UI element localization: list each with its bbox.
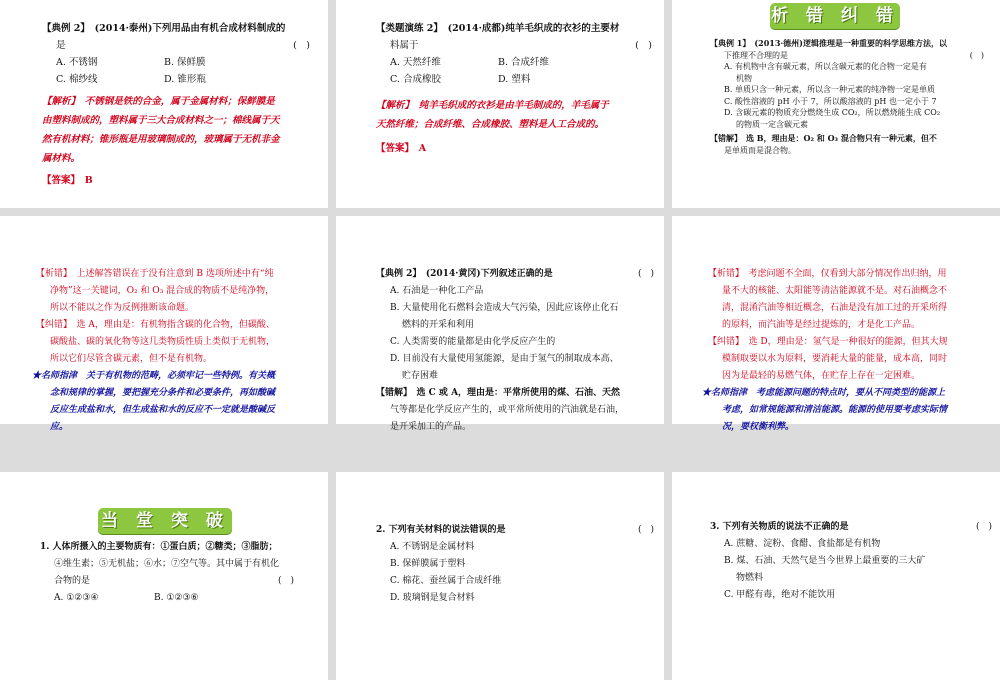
option-b: B. 大量使用化石燃料会造成大气污染，因此应该停止化石 bbox=[390, 303, 619, 313]
analysis-line: 天然纤维；合成纤维、合成橡胶、塑料是人工合成的。 bbox=[376, 119, 605, 130]
question-text: ④维生素；⑤无机盐；⑥水；⑦空气等。其中属于有机化 bbox=[54, 559, 280, 569]
option-d: D. 目前没有大量使用氢能源，是由于氢气的制取成本高、 bbox=[390, 354, 619, 364]
answer-text: 【答案】 B bbox=[42, 175, 93, 186]
answer-paren: ( ) bbox=[293, 40, 310, 51]
option-a: A. 石油是一种化工产品 bbox=[390, 286, 484, 296]
option-b: B. 保鲜膜属于塑料 bbox=[390, 559, 466, 569]
question-line bbox=[710, 519, 1000, 536]
analysis-line: 量不大的核能、太阳能等清洁能源就不是。对石油概念不 bbox=[722, 286, 948, 296]
tip-line: 考虑，如常规能源和清洁能源。能源的使用要考虑实际情 bbox=[722, 405, 948, 415]
question-text: 【典例 1】 (2013·德州)逻辑推理是一种重要的科学思维方法，以 bbox=[710, 38, 947, 48]
analysis-line: 碳酸盐、碳的氧化物等这几类物质性质上类似于无机物， bbox=[50, 337, 276, 347]
analysis-line: 模制取要以水为原料，要消耗大量的能量，成本高，同时 bbox=[722, 354, 948, 364]
teacher-tip bbox=[702, 385, 996, 436]
option-d: D. 锥形瓶 bbox=[164, 74, 206, 85]
option-c: C. 酸性溶液的 pH 小于 7，所以酸溶液的 pH 也一定小于 7 bbox=[724, 96, 937, 106]
analysis-line: 【析错】 考虑问题不全面，仅看到大部分情况作出归纳，用 bbox=[708, 269, 947, 279]
answer-paren: ( ) bbox=[637, 525, 654, 535]
answer-paren: ( ) bbox=[969, 50, 984, 60]
analysis-line: 【纠错】 选 D，理由是：氢气是一种很好的能源，但其大规 bbox=[708, 337, 948, 347]
option-c: C. 甲醛有毒，绝对不能饮用 bbox=[724, 590, 836, 600]
question-text: 3. 下列有关物质的说法不正确的是 bbox=[710, 522, 849, 532]
wrong-answer-text: 气等都是化学反应产生的，或平常所使用的汽油就是石油， bbox=[390, 405, 625, 415]
slide-8[interactable] bbox=[336, 472, 664, 680]
section-banner: 当 堂 突 破 bbox=[98, 508, 232, 534]
option-a: A. 蔗糖、淀粉、食醋、食盐都是有机物 bbox=[724, 539, 881, 549]
analysis-text bbox=[42, 92, 312, 168]
wrong-answer-text: 【错解】 选 C 或 A，理由是：平常所使用的煤、石油、天然 bbox=[376, 388, 621, 398]
tip-line: 况，要权衡利弊。 bbox=[722, 422, 795, 432]
tip-line: 反应生成盐和水，但生成盐和水的反应不一定就是酸碱反 bbox=[50, 405, 276, 415]
tip-line: ★名师指津 关于有机物的范畴，必须牢记一些特例。有关概 bbox=[32, 371, 276, 381]
analysis-line: 净物”这一关键词，O₂ 和 O₃ 混合成的物质不是纯净物， bbox=[50, 286, 275, 296]
option-b: B. 煤、石油、天然气是当今世界上最重要的三大矿 bbox=[724, 556, 926, 566]
option-c: C. 棉纱线 bbox=[56, 74, 98, 85]
slide-1[interactable] bbox=[0, 0, 328, 208]
question-line bbox=[376, 522, 658, 539]
question-line bbox=[710, 50, 992, 62]
option-b: B. 合成纤维 bbox=[498, 57, 550, 68]
question-block bbox=[710, 38, 992, 156]
option-b: B. ①②③⑥ bbox=[154, 593, 199, 603]
answer-text: 【答案】 A bbox=[376, 143, 427, 154]
slide-6[interactable] bbox=[672, 216, 1000, 432]
option-a-cont: 机物 bbox=[736, 73, 752, 83]
question-text: 【典例 2】 (2014·黄冈)下列叙述正确的是 bbox=[376, 269, 553, 279]
question-text: 下推理不合理的是 bbox=[724, 50, 788, 60]
question-text: 合物的是 bbox=[54, 576, 91, 586]
answer-paren: ( ) bbox=[635, 40, 652, 51]
error-analysis bbox=[36, 266, 321, 368]
question-block bbox=[710, 519, 1000, 604]
option-a: A. ①②③④ bbox=[54, 593, 99, 603]
analysis-line: 所以它们尽管含碳元素，但不是有机物。 bbox=[50, 354, 213, 364]
option-b-cont: 物燃料 bbox=[736, 573, 764, 583]
question-line bbox=[376, 37, 656, 54]
answer-paren: ( ) bbox=[637, 269, 654, 279]
question-text: 2. 下列有关材料的说法错误的是 bbox=[376, 525, 506, 535]
explanation-block bbox=[702, 266, 996, 436]
option-c: C. 棉花、蚕丝属于合成纤维 bbox=[390, 576, 502, 586]
question-line bbox=[42, 37, 312, 54]
analysis-line: 由塑料制成的，塑料属于三大合成材料之一；棉线属于天 bbox=[42, 115, 280, 126]
question-line bbox=[376, 266, 658, 283]
option-b: B. 单质只含一种元素，所以含一种元素的纯净物一定是单质 bbox=[724, 85, 935, 94]
question-line bbox=[40, 573, 322, 590]
analysis-line: 【析错】 上述解答错误在于没有注意到 B 选项所述中有“纯 bbox=[36, 269, 274, 279]
section-banner: 析 错 纠 错 bbox=[770, 3, 900, 29]
analysis-line: 因为是最轻的易燃气体，在贮存上存在一定困难。 bbox=[722, 371, 921, 381]
error-analysis bbox=[708, 266, 996, 385]
question-text: 是 bbox=[56, 40, 66, 51]
slide-3[interactable] bbox=[672, 0, 1000, 208]
teacher-tip bbox=[32, 368, 321, 436]
option-c: C. 人类需要的能量都是由化学反应产生的 bbox=[390, 337, 556, 347]
option-d-cont: 贮存困难 bbox=[402, 371, 439, 381]
wrong-answer-text: 是单质而是混合物。 bbox=[724, 145, 796, 155]
option-d: D. 塑料 bbox=[498, 74, 531, 85]
question-text: 【典例 2】 (2014·泰州)下列用品由有机合成材料制成的 bbox=[42, 23, 286, 34]
tip-line: ★名师指津 考虑能源问题的特点时，要从不同类型的能源上 bbox=[702, 388, 946, 398]
wrong-answer-text: 【错解】 选 B，理由是：O₂ 和 O₃ 混合物只有一种元素，但不 bbox=[710, 133, 937, 143]
option-d-cont: 的物质一定含碳元素 bbox=[736, 119, 808, 129]
explanation-block bbox=[32, 266, 321, 436]
wrong-answer-text: 是开采加工的产品。 bbox=[390, 422, 472, 432]
analysis-text bbox=[376, 96, 656, 134]
analysis-line: 【纠错】 选 A，理由是：有机物指含碳的化合物，但碳酸、 bbox=[36, 320, 275, 330]
slide-9[interactable] bbox=[672, 472, 1000, 680]
analysis-line: 然有机材料；锥形瓶是用玻璃制成的，玻璃属于无机非金 bbox=[42, 134, 280, 145]
question-block bbox=[376, 20, 656, 157]
option-b: B. 保鲜膜 bbox=[164, 57, 206, 68]
analysis-line: 清，混淆汽油等相近概念，石油是没有加工过的开采所得 bbox=[722, 303, 948, 313]
analysis-line: 所以不能以之作为反例推断该命题。 bbox=[50, 303, 195, 313]
slide-2[interactable] bbox=[336, 0, 664, 208]
tip-line: 念和规律的掌握，要把握充分条件和必要条件，再如酸碱 bbox=[50, 388, 276, 398]
answer-paren: ( ) bbox=[277, 576, 294, 586]
option-d: D. 含碳元素的物质充分燃烧生成 CO₂，所以燃烧能生成 CO₂ bbox=[724, 108, 941, 117]
question-block bbox=[376, 522, 658, 607]
question-block bbox=[376, 266, 658, 436]
slide-5[interactable] bbox=[336, 216, 664, 432]
question-text: 【类题演练 2】 (2014·成都)纯羊毛织成的衣衫的主要材 bbox=[376, 23, 620, 34]
analysis-line: 属材料。 bbox=[42, 153, 81, 164]
question-text: 料属于 bbox=[390, 40, 419, 51]
option-a: A. 有机物中含有碳元素，所以含碳元素的化合物一定是有 bbox=[724, 62, 927, 71]
analysis-line: 的原料，而汽油等是经过提炼的，才是化工产品。 bbox=[722, 320, 921, 330]
slide-7[interactable] bbox=[0, 472, 328, 680]
option-a: A. 不锈钢是金属材料 bbox=[390, 542, 475, 552]
option-d: D. 玻璃钢是复合材料 bbox=[390, 593, 475, 603]
option-c: C. 合成橡胶 bbox=[390, 74, 441, 85]
analysis-line: 【解析】 不锈钢是铁的合金，属于金属材料；保鲜膜是 bbox=[42, 96, 275, 107]
option-b-cont: 燃料的开采和利用 bbox=[402, 320, 475, 330]
analysis-line: 【解析】 纯羊毛织成的衣衫是由羊毛制成的，羊毛属于 bbox=[376, 100, 609, 111]
option-a: A. 不锈钢 bbox=[56, 57, 98, 68]
question-block bbox=[40, 539, 322, 607]
tip-line: 应。 bbox=[50, 422, 69, 432]
question-block bbox=[42, 20, 312, 189]
slide-4[interactable] bbox=[0, 216, 328, 432]
answer-paren: ( ) bbox=[975, 522, 992, 532]
question-text: 1. 人体所摄入的主要物质有：①蛋白质；②糖类；③脂肪； bbox=[40, 542, 278, 552]
option-a: A. 天然纤维 bbox=[390, 57, 441, 68]
